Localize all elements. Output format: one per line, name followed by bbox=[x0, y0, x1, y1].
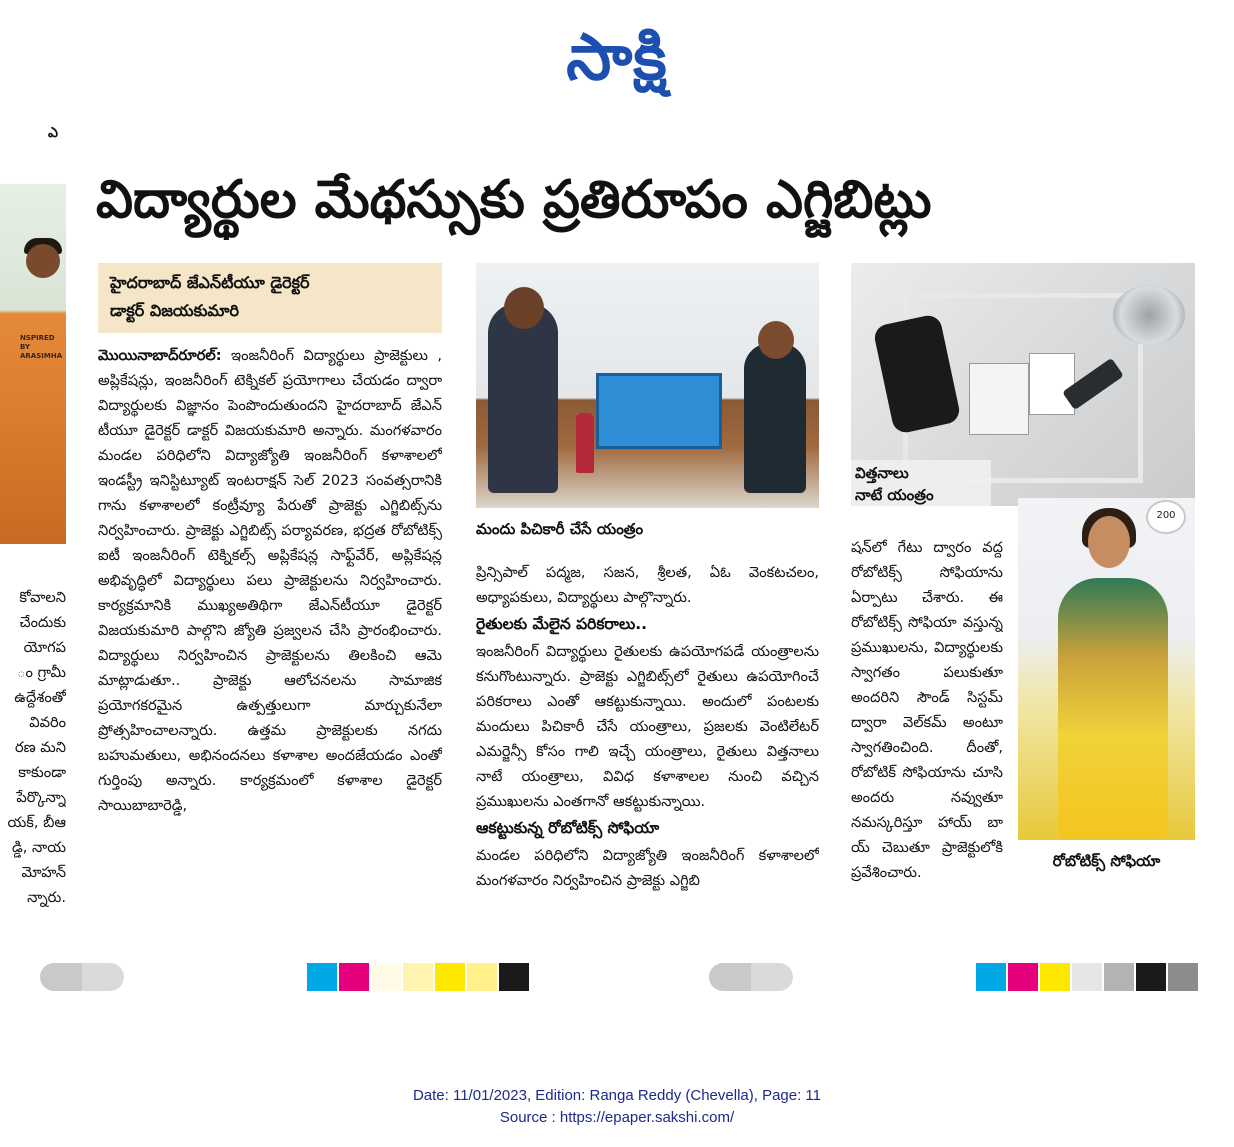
column-2-paragraph-2: ఇంజనీరింగ్ విద్యార్థులు రైతులకు ఉపయోగపడే యంత్రాలను కనుగొంటున్నారు. ప్రాజెక్టు ఎగ్జిబిట్స్‌లో రైతులు ఉపయోగించే పరికరాలు ఎంతో ఆకట్టుకున్నాయి. అందులో పంటలకు మందులు పిచికారీ చేసే యంత్రాలు, ప్రజలకు వెంటిలేటర్ ఎమర్జెన్సీ కోసం గాలి ఇచ్చే యంత్రాలు, రైతులు విత్తనాలు నాటే యంత్రాలు, వివిధ కళాశాలల నుంచి వచ్చిన ప్రముఖులను ఎంతగానో ఆకట్టుకున్నాయి. bbox=[476, 643, 819, 810]
seed-planter-photo bbox=[851, 263, 1195, 506]
register-pill-segment bbox=[82, 963, 124, 991]
color-swatch bbox=[1136, 963, 1166, 991]
register-pill-segment bbox=[751, 963, 793, 991]
seed-planter-label-1: విత్తనాలు bbox=[855, 464, 909, 482]
left-strip-line: వివరిం bbox=[29, 714, 66, 731]
sprayer-photo bbox=[476, 263, 819, 508]
left-cut-column bbox=[0, 585, 66, 955]
blurb-line-2: డాక్టర్ విజయకుమారి bbox=[110, 301, 239, 320]
photo-head-shape bbox=[504, 287, 544, 329]
color-swatch bbox=[499, 963, 529, 991]
left-photo bbox=[0, 184, 66, 544]
register-pill-middle bbox=[709, 963, 793, 991]
article-column-3 bbox=[851, 535, 1003, 945]
left-strip-line: మోహన్ bbox=[21, 864, 66, 881]
photo-saree-shape bbox=[1058, 578, 1168, 838]
photo-board-shape bbox=[969, 363, 1029, 435]
cut-heading-fragment: ఎ bbox=[48, 125, 58, 141]
column-2-paragraph-3: మండల పరిధిలోని విద్యాజ్యోతి ఇంజనీరింగ్ కళాశాలలో మంగళవారం నిర్వహించిన ప్రాజెక్టు ఎగ్జిబి bbox=[476, 847, 819, 889]
column-3-body: షన్‌లో గేటు ద్వారం వద్ద రోబోటిక్స్ సోఫియాను ఏర్పాటు చేశారు. ఈ రోబోటిక్స్ సోఫియా వస్తున్న ప్రముఖులను, విద్యార్థులకు స్వాగతం పలుకుతూ అందరిని సౌండ్ సిస్టమ్ ద్వారా వెల్‌కమ్ అంటూ స్వాగతించింది. దీంతో, రోబోటిక్ సోఫియాను చూసి అందరు నవ్వుతూ నమస్కరిస్తూ హాయ్ బా య్ చెబుతూ ప్రాజెక్టులోకి ప్రవేశించారు. bbox=[851, 539, 1003, 881]
left-photo-text: NSPIRED BY ARASIMHA bbox=[20, 334, 63, 360]
article-column-1 bbox=[98, 343, 442, 943]
color-swatch bbox=[1008, 963, 1038, 991]
left-strip-line: ఉద్దేశంతో bbox=[14, 689, 66, 706]
photo-person-shape bbox=[744, 343, 806, 493]
subheading-farmers: రైతులకు మేలైన పరికరాలు.. bbox=[476, 615, 648, 633]
photo-bottle-shape bbox=[576, 413, 594, 473]
left-strip-line: కోవాలని bbox=[19, 589, 66, 606]
photo-head-shape bbox=[758, 321, 794, 359]
column-1-paragraph bbox=[98, 343, 442, 818]
color-swatch bbox=[1168, 963, 1198, 991]
left-strip-line: న్నారు. bbox=[27, 889, 66, 906]
left-strip-line: డ్డి, నాయ bbox=[11, 839, 66, 856]
highlight-blurb bbox=[98, 263, 442, 333]
left-strip-line: యోగప bbox=[23, 639, 66, 656]
register-pill-left bbox=[40, 963, 124, 991]
register-pill-segment bbox=[40, 963, 82, 991]
footer-source: Source : https://epaper.sakshi.com/ bbox=[499, 1109, 735, 1126]
article-column-2 bbox=[476, 560, 819, 945]
masthead-logo: సాక్షి bbox=[566, 21, 668, 95]
color-swatch bbox=[371, 963, 401, 991]
color-bar-right bbox=[976, 963, 1200, 991]
color-swatch bbox=[467, 963, 497, 991]
color-swatch bbox=[307, 963, 337, 991]
left-strip-line: చేందుకు bbox=[19, 614, 66, 631]
photo-head-shape bbox=[1088, 516, 1130, 568]
left-strip-line: ం గ్రామీ bbox=[17, 664, 66, 681]
robot-sophia-caption: రోబోటిక్స్ సోఫియా bbox=[1052, 852, 1161, 870]
subheading-robotics: ఆకట్టుకున్న రోబోటిక్స్ సోఫియా bbox=[476, 819, 660, 837]
color-swatch bbox=[1040, 963, 1070, 991]
photo-funnel-shape bbox=[1113, 285, 1185, 345]
color-swatch bbox=[403, 963, 433, 991]
footer-date-edition: Date: 11/01/2023, Edition: Ranga Reddy (Chevella), Page: 11 bbox=[412, 1087, 822, 1104]
left-strip-line: రణ మని bbox=[14, 739, 66, 756]
color-bar-left bbox=[307, 963, 531, 991]
photo-person-shape bbox=[488, 303, 558, 493]
left-strip-line: కాకుండా bbox=[18, 764, 66, 781]
seed-planter-label bbox=[851, 460, 991, 506]
column-1-body: ఇంజనీరింగ్ విద్యార్థులు ప్రాజెక్టులు , అప్లికేషన్లు, ఇంజనీరింగ్ టెక్నికల్ ప్రయోగాలు చేయడం ద్వారా విద్యార్థులకు విజ్ఞానం పెంపొందుతుందని హైదరాబాద్ జేఎన్ టీయూ డైరెక్టర్ డాక్టర్ విజయకుమారి అన్నారు. మంగళవారం మండల పరిధిలోని విద్యాజ్యోతి ఇంజనీరింగ్ కళాశాలలో ఇండస్ట్రీ ఇనిస్టిట్యూట్ ఇంటరాక్షన్ సెల్ 2023 సంవత్సరానికి గాను కళాశాలలో కంట్రీవ్యూ పేరుతో ప్రాజెక్టు ఎగ్జిబిట్స్‌ను నిర్వహించారు. ప్రాజెక్టు ఎగ్జిబిట్స్ పర్యావరణ, భద్రత రోబోటిక్స్ ఐటీ ఇంజనీరింగ్ టెక్నికల్స్ అప్లికేషన్ల సాఫ్ట్‌వేర్, అప్లికేషన్ల అభివృద్ధిలో విద్యార్థులు పలు ప్రాజెక్టులను నిర్వహించారు. కార్యక్రమానికి ముఖ్యఅతిథిగా జేఎన్‌టీయూ డైరెక్టర్ విజయకుమారి పాల్గొని జ్యోతి ప్రజ్వలన చేసి ప్రారంభించారు. విద్యార్థులు నిర్వహించిన ప్రాజెక్టులను తిలకించి ఆమె మాట్లాడుతూ.. ప్రాజెక్టు ఆలోచనలను సామాజిక ప్రయోగకరమైన ఉత్పత్తులుగా మార్చుకునేలా ప్రోత్సహించాలన్నారు. ఉత్తమ ప్రాజెక్టులకు నగదు బహుమతులు, అభినందనలు కళాశాల అందజేయడం ఎంతో గుర్తింపు అన్నారు. కార్యక్రమంలో కళాశాల డైరెక్టర్ సాయిబాబారెడ్డి, bbox=[98, 347, 442, 814]
seed-planter-label-2: నాటే యంత్రం bbox=[855, 486, 934, 504]
photo-face-shape bbox=[26, 244, 60, 278]
photo-board-shape bbox=[1029, 353, 1075, 415]
color-swatch bbox=[435, 963, 465, 991]
photo-model-shape bbox=[596, 373, 722, 449]
column-2-paragraph-1: ప్రిన్సిపాల్ పద్మజ, సజన, శ్రీలత, ఏఓ వెంకటచలం, అధ్యాపకులు, విద్యార్థులు పాల్గొన్నారు. bbox=[476, 564, 819, 606]
blurb-line-1: హైదరాబాద్ జేఎన్‌టీయూ డైరెక్టర్ bbox=[110, 273, 310, 292]
dateline: మొయినాబాద్‌రూరల్: bbox=[98, 347, 222, 364]
headline: విద్యార్థుల మేథస్సుకు ప్రతిరూపం ఎగ్జిబిట్లు bbox=[96, 170, 932, 230]
register-pill-segment bbox=[709, 963, 751, 991]
sprayer-photo-caption: మందు పిచికారీ చేసే యంత్రం bbox=[476, 520, 644, 538]
left-strip-line: యక్, బీఆ bbox=[7, 814, 66, 831]
robot-sign: 200 bbox=[1146, 500, 1186, 534]
color-swatch bbox=[1072, 963, 1102, 991]
color-swatch bbox=[976, 963, 1006, 991]
color-swatch bbox=[339, 963, 369, 991]
robot-sophia-photo bbox=[1018, 498, 1195, 840]
color-swatch bbox=[1104, 963, 1134, 991]
left-strip-line: పేర్కొన్నా bbox=[16, 789, 66, 806]
